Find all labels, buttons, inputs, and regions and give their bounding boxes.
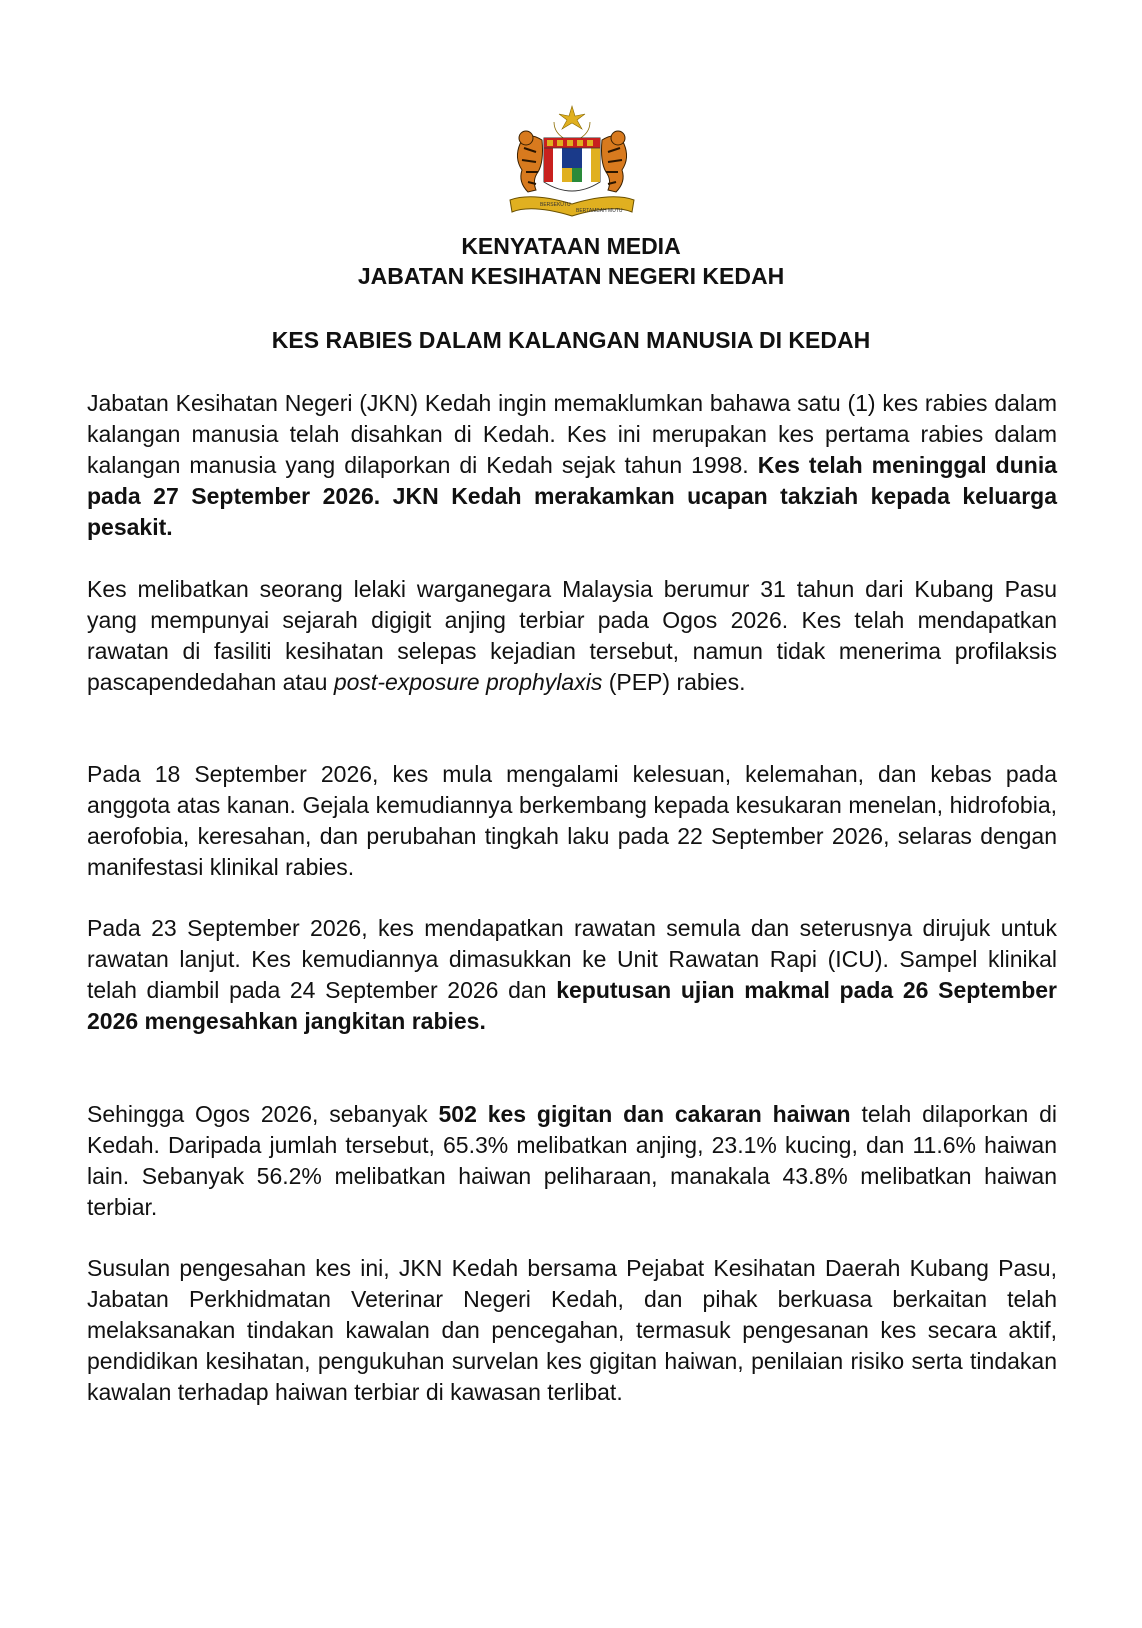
paragraph-6 bbox=[87, 1253, 1057, 1408]
crest-motto-left: BERSEKUTU bbox=[540, 202, 571, 208]
paragraph-4-bold: keputusan ujian makmal pada 26 September 2026 mengesahkan jangkitan rabies. bbox=[87, 977, 1058, 1034]
paragraph-1-text: Jabatan Kesihatan Negeri (JKN) Kedah ingin memaklumkan bahawa satu (1) kes rabies dalam kalangan manusia telah disahkan di Kedah. Kes ini merupakan kes pertama rabies dalam kalangan manusia yang dilaporkan di Kedah sejak tahun 1998. bbox=[87, 390, 1057, 478]
paragraph-3 bbox=[87, 759, 1057, 883]
paragraph-1-bold: Kes telah meninggal dunia pada 27 September 2026. JKN Kedah merakamkan ucapan takziah kepada keluarga pesakit. bbox=[87, 452, 1057, 540]
paragraph-1 bbox=[87, 388, 1057, 543]
document-title: KES RABIES DALAM KALANGAN MANUSIA DI KEDAH bbox=[271, 327, 871, 353]
heading-media-statement: KENYATAAN MEDIA bbox=[461, 233, 681, 259]
paragraph-6-text: Susulan pengesahan kes ini, JKN Kedah bersama Pejabat Kesihatan Daerah Kubang Pasu, Jabatan Perkhidmatan Veterinar Negeri Kedah, dan pihak berkuasa berkaitan telah melaksanakan tindakan kawalan dan pencegahan, termasuk pengesanan kes secara aktif, pendidikan kesihatan, pengukuhan survelan kes gigitan haiwan, penilaian risiko serta tindakan kawalan terhadap haiwan terbiar di kawasan terlibat. bbox=[87, 1255, 1057, 1405]
heading-department: JABATAN KESIHATAN NEGERI KEDAH bbox=[357, 263, 785, 289]
paragraph-4 bbox=[87, 913, 1057, 1037]
paragraph-5-bold: 502 kes gigitan dan cakaran haiwan bbox=[438, 1101, 851, 1127]
paragraph-2 bbox=[87, 574, 1057, 698]
paragraph-5-text-b: telah dilaporkan di Kedah. Daripada jumlah tersebut, 65.3% melibatkan anjing, 23.1% kucing, dan 11.6% haiwan lain. Sebanyak 56.2% melibatkan haiwan peliharaan, manakala 43.8% melibatkan haiwan terbiar. bbox=[87, 1101, 1058, 1220]
paragraph-2-text-b: (PEP) rabies. bbox=[602, 669, 746, 695]
crest-motto-right: BERTAMBAH MUTU bbox=[576, 208, 623, 214]
paragraph-3-text: Pada 18 September 2026, kes mula mengalami kelesuan, kelemahan, dan kebas pada anggota atas kanan. Gejala kemudiannya berkembang kepada kesukaran menelan, hidrofobia, aerofobia, keresahan, dan perubahan tingkah laku pada 22 September 2026, selaras dengan manifestasi klinikal rabies. bbox=[87, 761, 1057, 880]
malaysia-coat-of-arms-icon bbox=[492, 100, 652, 230]
paragraph-5 bbox=[87, 1099, 1057, 1223]
paragraph-4-text: Pada 23 September 2026, kes mendapatkan rawatan semula dan seterusnya dirujuk untuk rawatan lanjut. Kes kemudiannya dimasukkan ke Unit Rawatan Rapi (ICU). Sampel klinikal telah diambil pada 24 September 2026 dan bbox=[87, 915, 1057, 1003]
paragraph-5-text-a: Sehingga Ogos 2026, sebanyak bbox=[87, 1101, 439, 1127]
paragraph-2-italic: post-exposure prophylaxis bbox=[333, 669, 603, 695]
paragraph-2-text-a: Kes melibatkan seorang lelaki warganegara Malaysia berumur 31 tahun dari Kubang Pasu yang mempunyai sejarah digigit anjing terbiar pada Ogos 2026. Kes telah mendapatkan rawatan di fasiliti kesihatan selepas kejadian tersebut, namun tidak menerima profilaksis pascapendedahan atau bbox=[87, 576, 1057, 695]
